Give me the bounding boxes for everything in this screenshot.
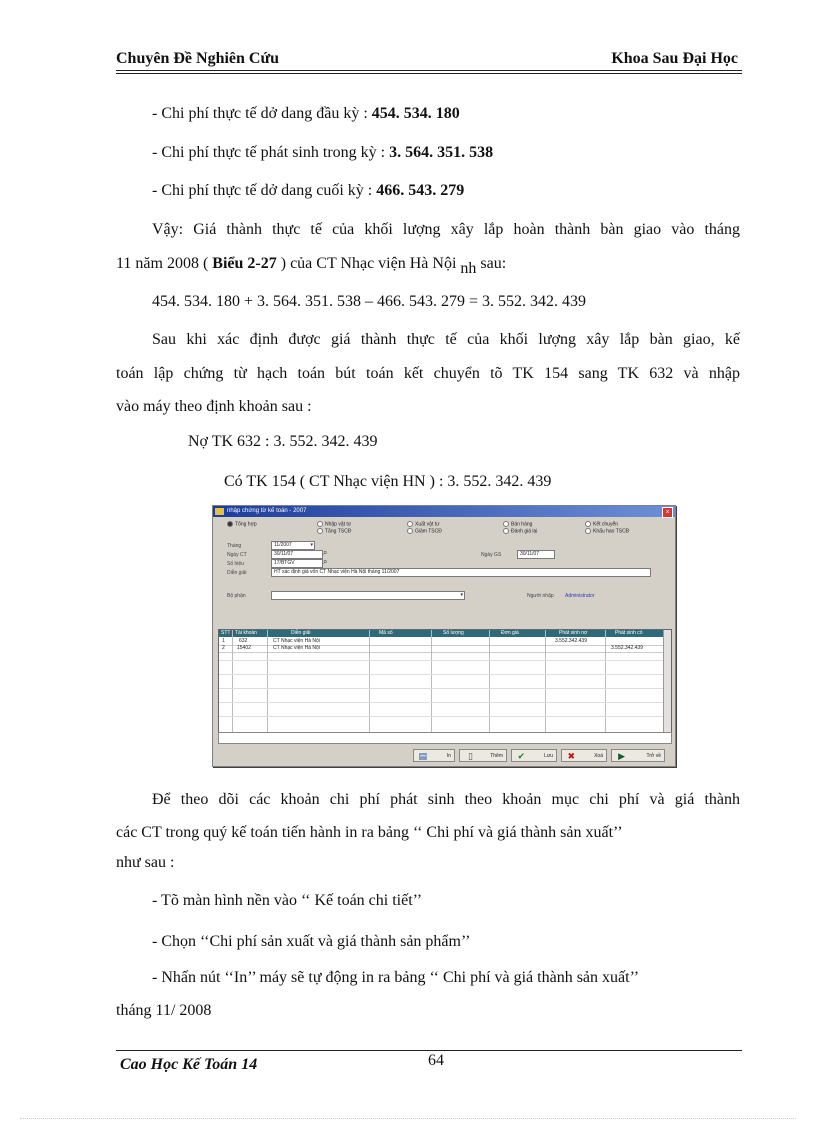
table-row[interactable]: 1 632 CT Nhạc viện Hà Nội 3.552.342.439 xyxy=(219,638,671,646)
radio-depreciation[interactable]: Khấu hao TSCĐ xyxy=(585,528,629,534)
add-button[interactable]: ▯ Thêm xyxy=(459,749,507,762)
header-rule xyxy=(116,70,742,71)
table-ref: Biểu 2-27 xyxy=(212,255,277,272)
number-field[interactable]: 17/BTGV xyxy=(271,559,323,568)
header-right: Khoa Sau Đại Học xyxy=(611,50,738,67)
label-user: Người nhập xyxy=(527,593,554,599)
description-field[interactable]: HT xác định giá vốn CT Nhạc viện Hà Nội tháng 11/2007 xyxy=(271,568,651,577)
exit-icon: ▶ xyxy=(618,751,625,761)
paragraph-3-line-1: Để theo dõi các khoản chi phí phát sinh theo khoản mục chi phí và giá thành xyxy=(152,791,740,808)
print-button[interactable]: ▤ In xyxy=(413,749,455,762)
line-incurred-cost: - Chi phí thực tế phát sinh trong kỳ : 3. 564. 351. 538 xyxy=(152,144,494,161)
delete-button[interactable]: ✖ Xoá xyxy=(561,749,607,762)
line-opening-wip: - Chi phí thực tế dở dang đầu kỳ : 454. 534. 180 xyxy=(152,105,460,122)
date-field[interactable]: 30/11/07 xyxy=(271,550,323,559)
back-button[interactable]: ▶ Trở về xyxy=(611,749,665,762)
radio-closing[interactable]: Kết chuyển xyxy=(585,521,618,527)
label-date: Ngày CT xyxy=(227,552,247,558)
step-3-line-1: - Nhấn nút ‘‘In’’ máy sẽ tự động in ra bảng ‘‘ Chi phí và giá thành sản xuất’’ xyxy=(152,969,640,986)
label-description: Diễn giải xyxy=(227,570,247,576)
department-select[interactable]: ▾ xyxy=(271,591,465,600)
paragraph-2-line-1: Sau khi xác định được giá thành thực tế của khối lượng xây lắp bàn giao, kế xyxy=(152,331,740,348)
posting-date-field[interactable]: 30/11/07 xyxy=(517,550,555,559)
search-icon[interactable]: ⌕ xyxy=(323,548,328,557)
page-edge xyxy=(20,1118,796,1119)
label-posting-date: Ngày GS xyxy=(481,552,502,558)
label-department: Bộ phận xyxy=(227,593,246,599)
window-title: nhập chứng từ kế toán - 2007 xyxy=(227,508,307,514)
radio-material-out[interactable]: Xuất vật tư xyxy=(407,521,439,527)
window-button-bar xyxy=(213,746,675,766)
footer-left: Cao Học Kế Toán 14 xyxy=(120,1056,258,1073)
paragraph-3-line-3: như sau : xyxy=(116,854,175,871)
closing-wip-value: 466. 543. 279 xyxy=(376,182,465,199)
window-titlebar xyxy=(213,506,675,517)
step-1: - Tõ màn hình nền vào ‘‘ Kế toán chi tiết’’ xyxy=(152,892,423,909)
printer-icon: ▤ xyxy=(418,751,427,761)
radio-sales[interactable]: Bán hàng xyxy=(503,521,532,527)
cost-formula: 454. 534. 180 + 3. 564. 351. 538 – 466. 543. 279 = 3. 552. 342. 439 xyxy=(152,293,587,310)
paragraph-1-line-1: Vậy: Giá thành thực tế của khối lượng xây lắp hoàn thành bàn giao vào tháng xyxy=(152,221,740,238)
page-number: 64 xyxy=(428,1052,444,1069)
opening-wip-value: 454. 534. 180 xyxy=(371,105,460,122)
close-icon[interactable]: × xyxy=(662,507,673,518)
footer-rule xyxy=(116,1050,742,1051)
paragraph-2-line-3: vào máy theo định khoản sau : xyxy=(116,398,312,415)
paragraph-3-line-2: các CT trong quý kế toán tiến hành in ra bảng ‘‘ Chi phí và giá thành sản xuất’’ xyxy=(116,824,623,841)
page-header xyxy=(116,48,740,70)
header-left: Chuyên Đề Nghiên Cứu xyxy=(116,50,279,67)
radio-asset-decrease[interactable]: Giảm TSCĐ xyxy=(407,528,442,534)
radio-general[interactable]: Tổng hợp xyxy=(227,521,257,527)
search-icon[interactable]: ⌕ xyxy=(323,557,328,566)
grid-scrollbar[interactable] xyxy=(663,630,671,733)
radio-asset-increase[interactable]: Tăng TSCĐ xyxy=(317,528,351,534)
entries-grid[interactable] xyxy=(218,629,672,734)
month-select[interactable]: 11/2007 ▾ xyxy=(271,541,315,550)
incurred-cost-value: 3. 564. 351. 538 xyxy=(389,144,494,161)
line-closing-wip: - Chi phí thực tế dở dang cuối kỳ : 466. 543. 279 xyxy=(152,182,465,199)
step-3-line-2: tháng 11/ 2008 xyxy=(116,1002,212,1019)
app-icon xyxy=(215,508,224,515)
table-row[interactable]: 2 15402 CT Nhạc viện Hà Nội 3.552.342.439 xyxy=(219,645,671,653)
debit-entry: Nợ TK 632 : 3. 552. 342. 439 xyxy=(188,433,378,450)
header-rule-2 xyxy=(116,73,742,74)
voucher-entry-window xyxy=(212,505,676,767)
save-button[interactable]: ✔ Lưu xyxy=(511,749,557,762)
label-number: Số hiệu xyxy=(227,561,244,567)
label-month: Tháng xyxy=(227,543,242,549)
step-2: - Chọn ‘‘Chi phí sản xuất và giá thành sản phẩm’’ xyxy=(152,933,471,950)
grid-totals-bar xyxy=(218,732,672,744)
x-icon: ✖ xyxy=(567,751,575,761)
paragraph-2-line-2: toán lập chứng từ hạch toán bút toán kết chuyển tõ TK 154 sang TK 632 và nhập xyxy=(116,365,740,382)
grid-header: STT Tài khoản Diễn giải Mã số Số lượng Đơn giá Phát sinh nợ Phát sinh có xyxy=(219,630,671,637)
radio-material-in[interactable]: Nhập vật tư xyxy=(317,521,351,527)
radio-revaluation[interactable]: Đánh giá lại xyxy=(503,528,537,534)
credit-entry: Có TK 154 ( CT Nhạc viện HN ) : 3. 552. 342. 439 xyxy=(224,473,552,490)
check-icon: ✔ xyxy=(517,751,525,761)
user-name: Administrator xyxy=(565,593,595,599)
paragraph-1-line-2: 11 năm 2008 ( Biểu 2-27 ) của CT Nhạc viện Hà Nội nh sau: xyxy=(116,255,507,277)
new-page-icon: ▯ xyxy=(468,751,473,761)
